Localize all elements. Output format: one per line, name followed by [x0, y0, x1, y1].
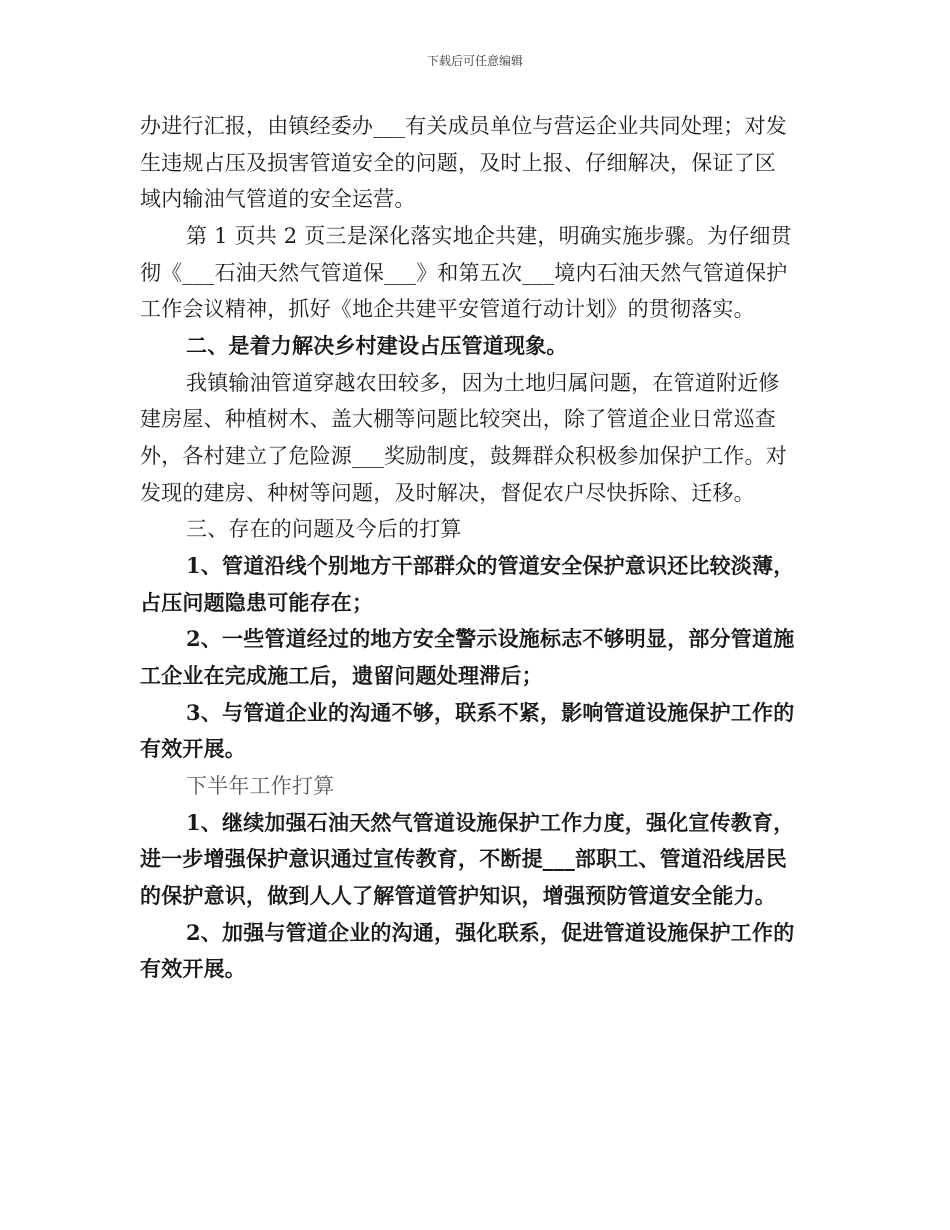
- page-header: 下载后可任意编辑: [426, 54, 523, 68]
- list-item: 3、与管道企业的沟通不够，联系不紧，影响管道设施保护工作的: [186, 700, 795, 725]
- paragraph-line: 办进行汇报，由镇经委办___有关成员单位与营运企业共同处理；对发: [140, 114, 787, 138]
- paragraph-line: 建房屋、种植树木、盖大棚等问题比较突出，除了管道企业日常巡查: [140, 407, 776, 431]
- list-item-continuation: 有效开展。: [140, 956, 246, 981]
- section-heading: 三、存在的问题及今后的打算: [186, 517, 462, 541]
- paragraph-line: 发现的建房、种树等问题，及时解决，督促农户尽快拆除、迁移。: [140, 481, 755, 505]
- paragraph-line: 我镇输油管道穿越农田较多，因为土地归属问题，在管道附近修: [186, 371, 780, 395]
- paragraph-line: 工作会议精神，抓好《地企共建平安管道行动计划》的贯彻落实。: [140, 297, 755, 321]
- paragraph-line: 域内输油气管道的安全运营。: [140, 187, 416, 211]
- paragraph-line: 彻《___石油天然气管道保___》和第五次___境内石油天然气管道保护: [140, 261, 788, 285]
- paragraph-line: 第 1 页共 2 页三是深化落实地企共建，明确实施步骤。为仔细贯: [186, 224, 792, 248]
- section-heading: 二、是着力解决乡村建设占压管道现象。: [186, 333, 568, 358]
- list-item-continuation: 有效开展。: [140, 736, 246, 761]
- list-item: 2、一些管道经过的地方安全警示设施标志不够明显，部分管道施: [186, 626, 795, 651]
- list-item-continuation: 占压问题隐患可能存在；: [140, 590, 374, 615]
- list-item-continuation: 工企业在完成施工后，遗留问题处理滞后；: [140, 663, 543, 688]
- paragraph-line: 外，各村建立了危险源___奖励制度，鼓舞群众积极参加保护工作。对: [140, 444, 787, 468]
- list-item-continuation: 的保护意识，做到人人了解管道管护知识，增强预防管道安全能力。: [140, 883, 776, 908]
- section-heading: 下半年工作打算: [186, 774, 335, 798]
- list-item-continuation: 进一步增强保护意识通过宣传教育，不断提___部职工、管道沿线居民: [140, 846, 787, 871]
- paragraph-line: 生违规占压及损害管道安全的问题，及时上报、仔细解决，保证了区: [140, 151, 776, 175]
- list-item: 1、继续加强石油天然气管道设施保护工作力度，强化宣传教育，: [186, 810, 795, 835]
- list-item: 1、管道沿线个别地方干部群众的管道安全保护意识还比较淡薄，: [186, 553, 795, 578]
- list-item: 2、加强与管道企业的沟通，强化联系，促进管道设施保护工作的: [186, 920, 795, 945]
